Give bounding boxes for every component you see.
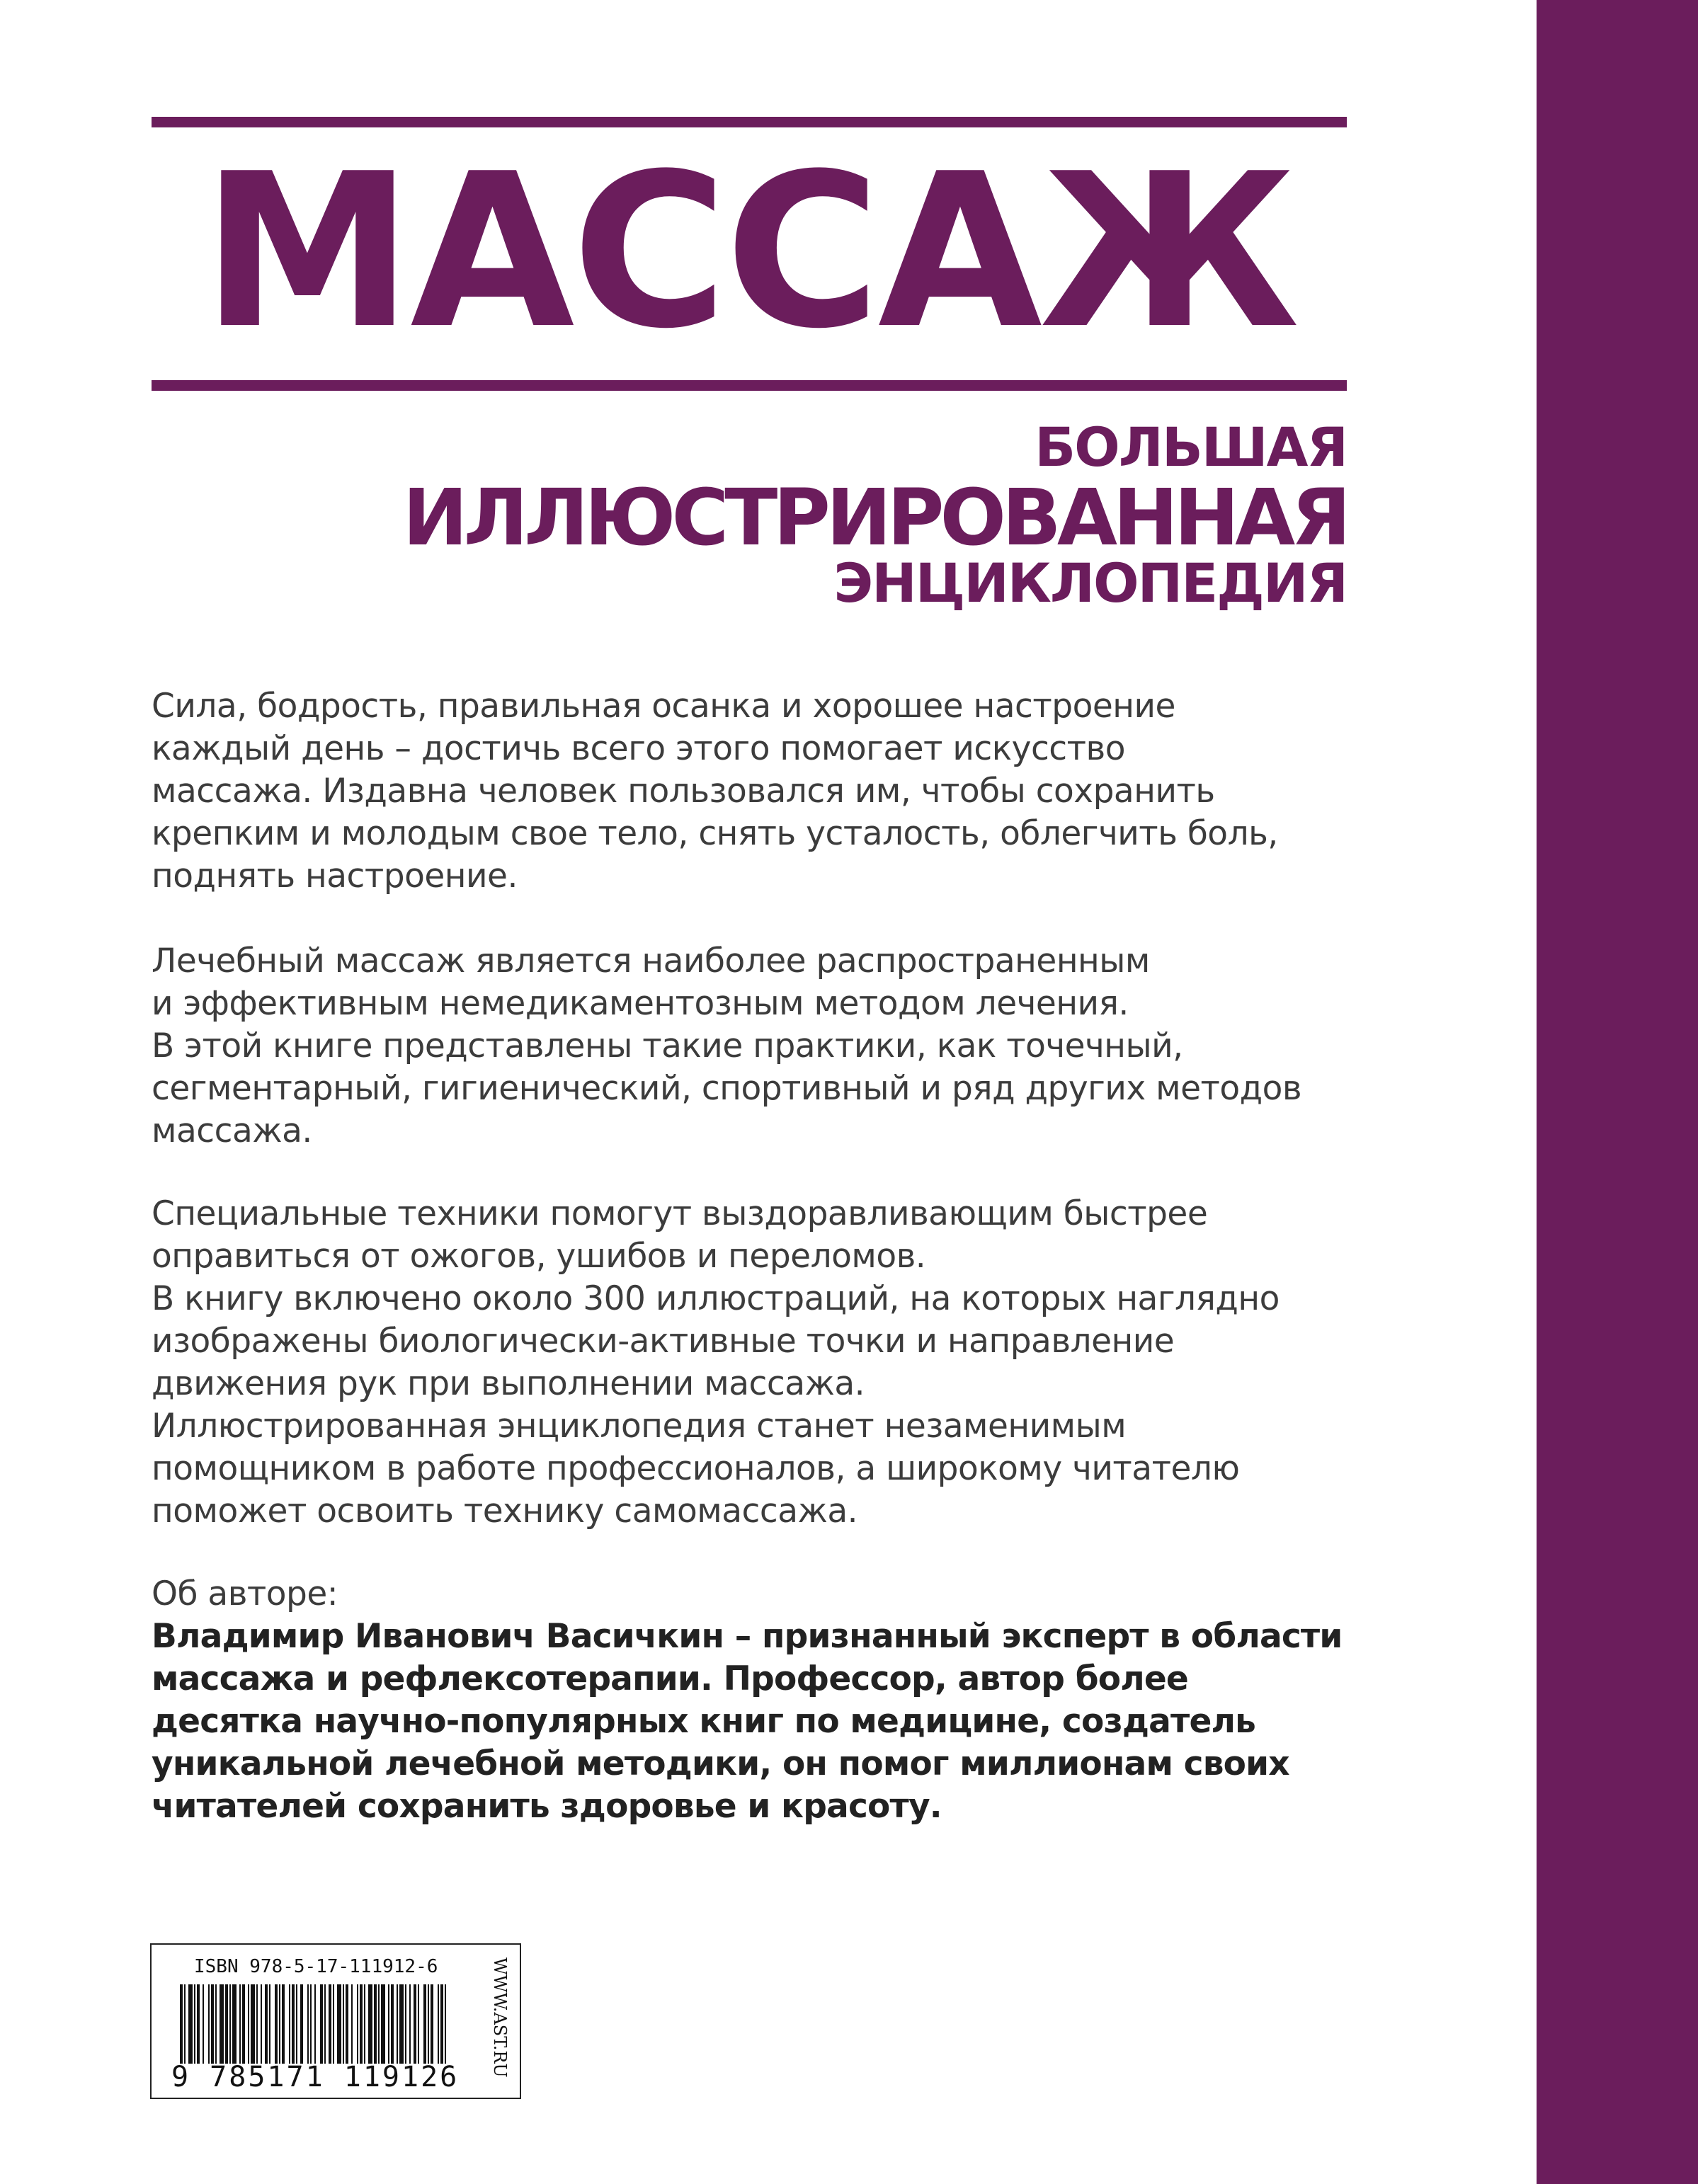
barcode-bar xyxy=(440,1984,443,2064)
isbn-label: ISBN 978-5-17-111912-6 xyxy=(194,1956,438,1977)
barcode-bar xyxy=(378,1984,380,2064)
barcode-bar xyxy=(296,1984,297,2064)
text-line: В книгу включено около 300 иллюстраций, на которых наглядно xyxy=(152,1279,1280,1318)
text-line: каждый день – достичь всего этого помогает искусство xyxy=(152,729,1125,768)
text-line: изображены биологически-активные точки и направление xyxy=(152,1322,1175,1361)
book-title: МАССАЖ xyxy=(201,128,1297,375)
paragraph-methods xyxy=(152,940,1355,1153)
barcode-bar xyxy=(197,1984,200,2064)
barcode-bar xyxy=(251,1984,255,2064)
barcode-bar xyxy=(431,1984,433,2064)
barcode-bar xyxy=(360,1984,363,2064)
barcode-bar xyxy=(438,1984,439,2064)
isbn-barcode-block xyxy=(150,1943,521,2099)
text-line: помощником в работе профессионалов, а широкому читателю xyxy=(152,1449,1240,1488)
text-line: сегментарный, гигиенический, спортивный и ряд других методов xyxy=(152,1069,1302,1108)
barcode-bar xyxy=(399,1984,404,2064)
text-line: Иллюстрированная энциклопедия станет незаменимым xyxy=(152,1407,1127,1446)
barcode-bar xyxy=(269,1984,270,2064)
title-rule-top xyxy=(152,117,1347,127)
text-line: поднять настроение. xyxy=(152,857,518,896)
paragraph-intro xyxy=(152,685,1355,898)
barcode-bar xyxy=(343,1984,344,2064)
barcode-bar xyxy=(194,1984,195,2064)
text-line: Специальные техники помогут выздоравливающим быстрее xyxy=(152,1194,1208,1233)
barcode-graphic xyxy=(180,1984,449,2064)
barcode-bar xyxy=(261,1984,262,2064)
barcode-bar xyxy=(208,1984,210,2064)
subtitle-line-2: ИЛЛЮСТРИРОВАННАЯ xyxy=(402,472,1347,563)
barcode-bar xyxy=(414,1984,416,2064)
text-line: Сила, бодрость, правильная осанка и хорошее настроение xyxy=(152,687,1175,726)
spine-bar xyxy=(1537,0,1698,2184)
barcode-bar xyxy=(180,1984,183,2064)
barcode-bar xyxy=(225,1984,228,2064)
barcode-bar xyxy=(320,1984,323,2064)
barcode-bar xyxy=(428,1984,429,2064)
barcode-bar xyxy=(242,1984,245,2064)
text-line: В этой книге представлены такие практики, как точечный, xyxy=(152,1027,1183,1065)
text-line: массажа. xyxy=(152,1111,312,1150)
barcode-bar xyxy=(239,1984,241,2064)
barcode-bar xyxy=(289,1984,290,2064)
barcode-bar xyxy=(418,1984,419,2064)
text-line: поможет освоить технику самомассажа. xyxy=(152,1492,858,1531)
isbn-digits: 9 785171 119126 xyxy=(171,2061,460,2093)
text-line: массажа. Издавна человек пользовался им, чтобы сохранить xyxy=(152,772,1215,811)
barcode-bar xyxy=(229,1984,231,2064)
barcode-bar xyxy=(184,1984,186,2064)
barcode-bar xyxy=(310,1984,312,2064)
subtitle-line-1: БОЛЬШАЯ xyxy=(1035,416,1347,479)
barcode-bar xyxy=(445,1984,446,2064)
barcode-bar xyxy=(391,1984,394,2064)
barcode-bar xyxy=(292,1984,295,2064)
text-line: движения рук при выполнении массажа. xyxy=(152,1364,865,1403)
text-line: Владимир Иванович Васичкин – признанный эксперт в области xyxy=(152,1617,1343,1656)
barcode-bar xyxy=(188,1984,193,2064)
barcode-bar xyxy=(307,1984,309,2064)
publisher-website: WWW.AST.RU xyxy=(490,1957,510,2078)
barcode-bar xyxy=(265,1984,268,2064)
barcode-bar xyxy=(248,1984,249,2064)
barcode-bar xyxy=(357,1984,358,2064)
barcode-bar xyxy=(364,1984,365,2064)
barcode-bar xyxy=(351,1984,353,2064)
text-line: читателей сохранить здоровье и красоту. xyxy=(152,1787,942,1826)
text-line: десятка научно-популярных книг по медицине, создатель xyxy=(152,1702,1256,1741)
barcode-bar xyxy=(232,1984,237,2064)
barcode-bar xyxy=(388,1984,389,2064)
barcode-bar xyxy=(409,1984,411,2064)
barcode-bar xyxy=(324,1984,326,2064)
barcode-bar xyxy=(314,1984,316,2064)
text-line: оправиться от ожогов, ушибов и переломов. xyxy=(152,1237,926,1276)
barcode-bar xyxy=(256,1984,258,2064)
barcode-bar xyxy=(397,1984,398,2064)
text-line: Лечебный массаж является наиболее распространенным xyxy=(152,942,1150,980)
barcode-bar xyxy=(333,1984,334,2064)
barcode-bar xyxy=(346,1984,348,2064)
text-line: массажа и рефлексотерапии. Профессор, автор более xyxy=(152,1659,1188,1698)
barcode-bar xyxy=(405,1984,406,2064)
text-line: и эффективным немедикаментозным методом лечения. xyxy=(152,984,1129,1023)
text-line: уникальной лечебной методики, он помог миллионам своих xyxy=(152,1744,1289,1783)
barcode-bar xyxy=(329,1984,331,2064)
author-bio xyxy=(152,1616,1355,1828)
title-rule-bottom xyxy=(152,380,1347,391)
barcode-bar xyxy=(423,1984,426,2064)
text-line: крепким и молодым свое тело, снять усталость, облегчить боль, xyxy=(152,814,1278,853)
about-author-label xyxy=(152,1573,1355,1616)
subtitle-line-3: ЭНЦИКЛОПЕДИЯ xyxy=(833,551,1347,614)
paragraph-techniques xyxy=(152,1193,1355,1533)
barcode-bar xyxy=(282,1984,285,2064)
barcode-bar xyxy=(220,1984,224,2064)
barcode-bar xyxy=(211,1984,214,2064)
barcode-bar xyxy=(215,1984,217,2064)
barcode-bar xyxy=(368,1984,372,2064)
about-label: Об авторе: xyxy=(152,1574,338,1613)
barcode-bar xyxy=(374,1984,377,2064)
barcode-bar xyxy=(381,1984,385,2064)
barcode-bar xyxy=(337,1984,341,2064)
barcode-bar xyxy=(275,1984,278,2064)
barcode-bar xyxy=(203,1984,204,2064)
barcode-bar xyxy=(300,1984,303,2064)
barcode-bar xyxy=(279,1984,280,2064)
